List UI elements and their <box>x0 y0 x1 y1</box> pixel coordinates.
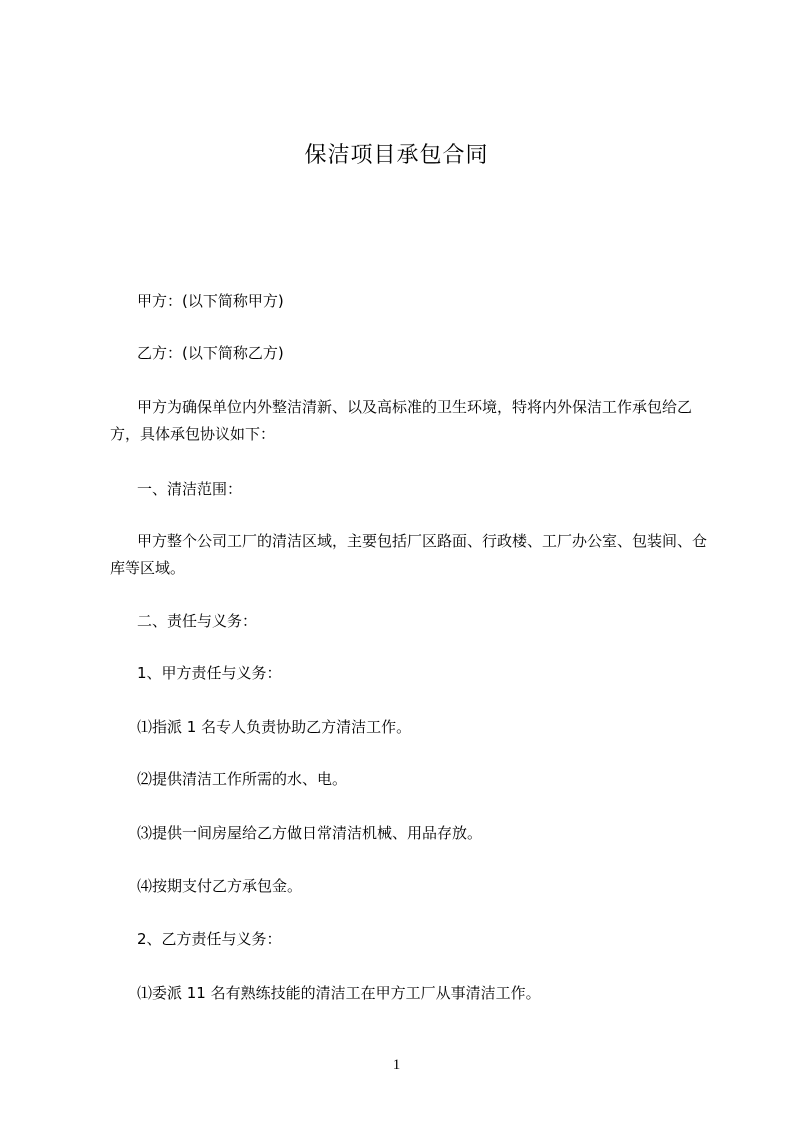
subsection-heading-party-a: 1、甲方责任与义务： <box>137 664 282 682</box>
list-item: ⑶提供一间房屋给乙方做日常清洁机械、用品存放。 <box>137 824 483 842</box>
document-title: 保洁项目承包合同 <box>304 143 489 168</box>
party-a-line: 甲方：(以下简称甲方) <box>137 292 284 310</box>
page-number: 1 <box>392 1057 401 1073</box>
list-item: ⑴委派 11 名有熟练技能的清洁工在甲方工厂从事清洁工作。 <box>137 984 541 1002</box>
section-heading-scope: 一、清洁范围： <box>137 480 243 498</box>
intro-paragraph: 甲方为确保单位内外整洁清新、以及高标准的卫生环境，特将内外保洁工作承包给乙方，具体承包协议如下： <box>110 398 693 443</box>
list-item: ⑷按期支付乙方承包金。 <box>137 877 303 895</box>
list-item: ⑵提供清洁工作所需的水、电。 <box>137 770 348 788</box>
party-b-line: 乙方：(以下简称乙方) <box>137 344 284 362</box>
list-item: ⑴指派 1 名专人负责协助乙方清洁工作。 <box>137 718 412 736</box>
scope-paragraph: 甲方整个公司工厂的清洁区域，主要包括厂区路面、行政楼、工厂办公室、包装间、仓库等区域。 <box>110 532 708 577</box>
section-heading-responsibilities: 二、责任与义务： <box>137 612 258 630</box>
subsection-heading-party-b: 2、乙方责任与义务： <box>137 930 282 948</box>
